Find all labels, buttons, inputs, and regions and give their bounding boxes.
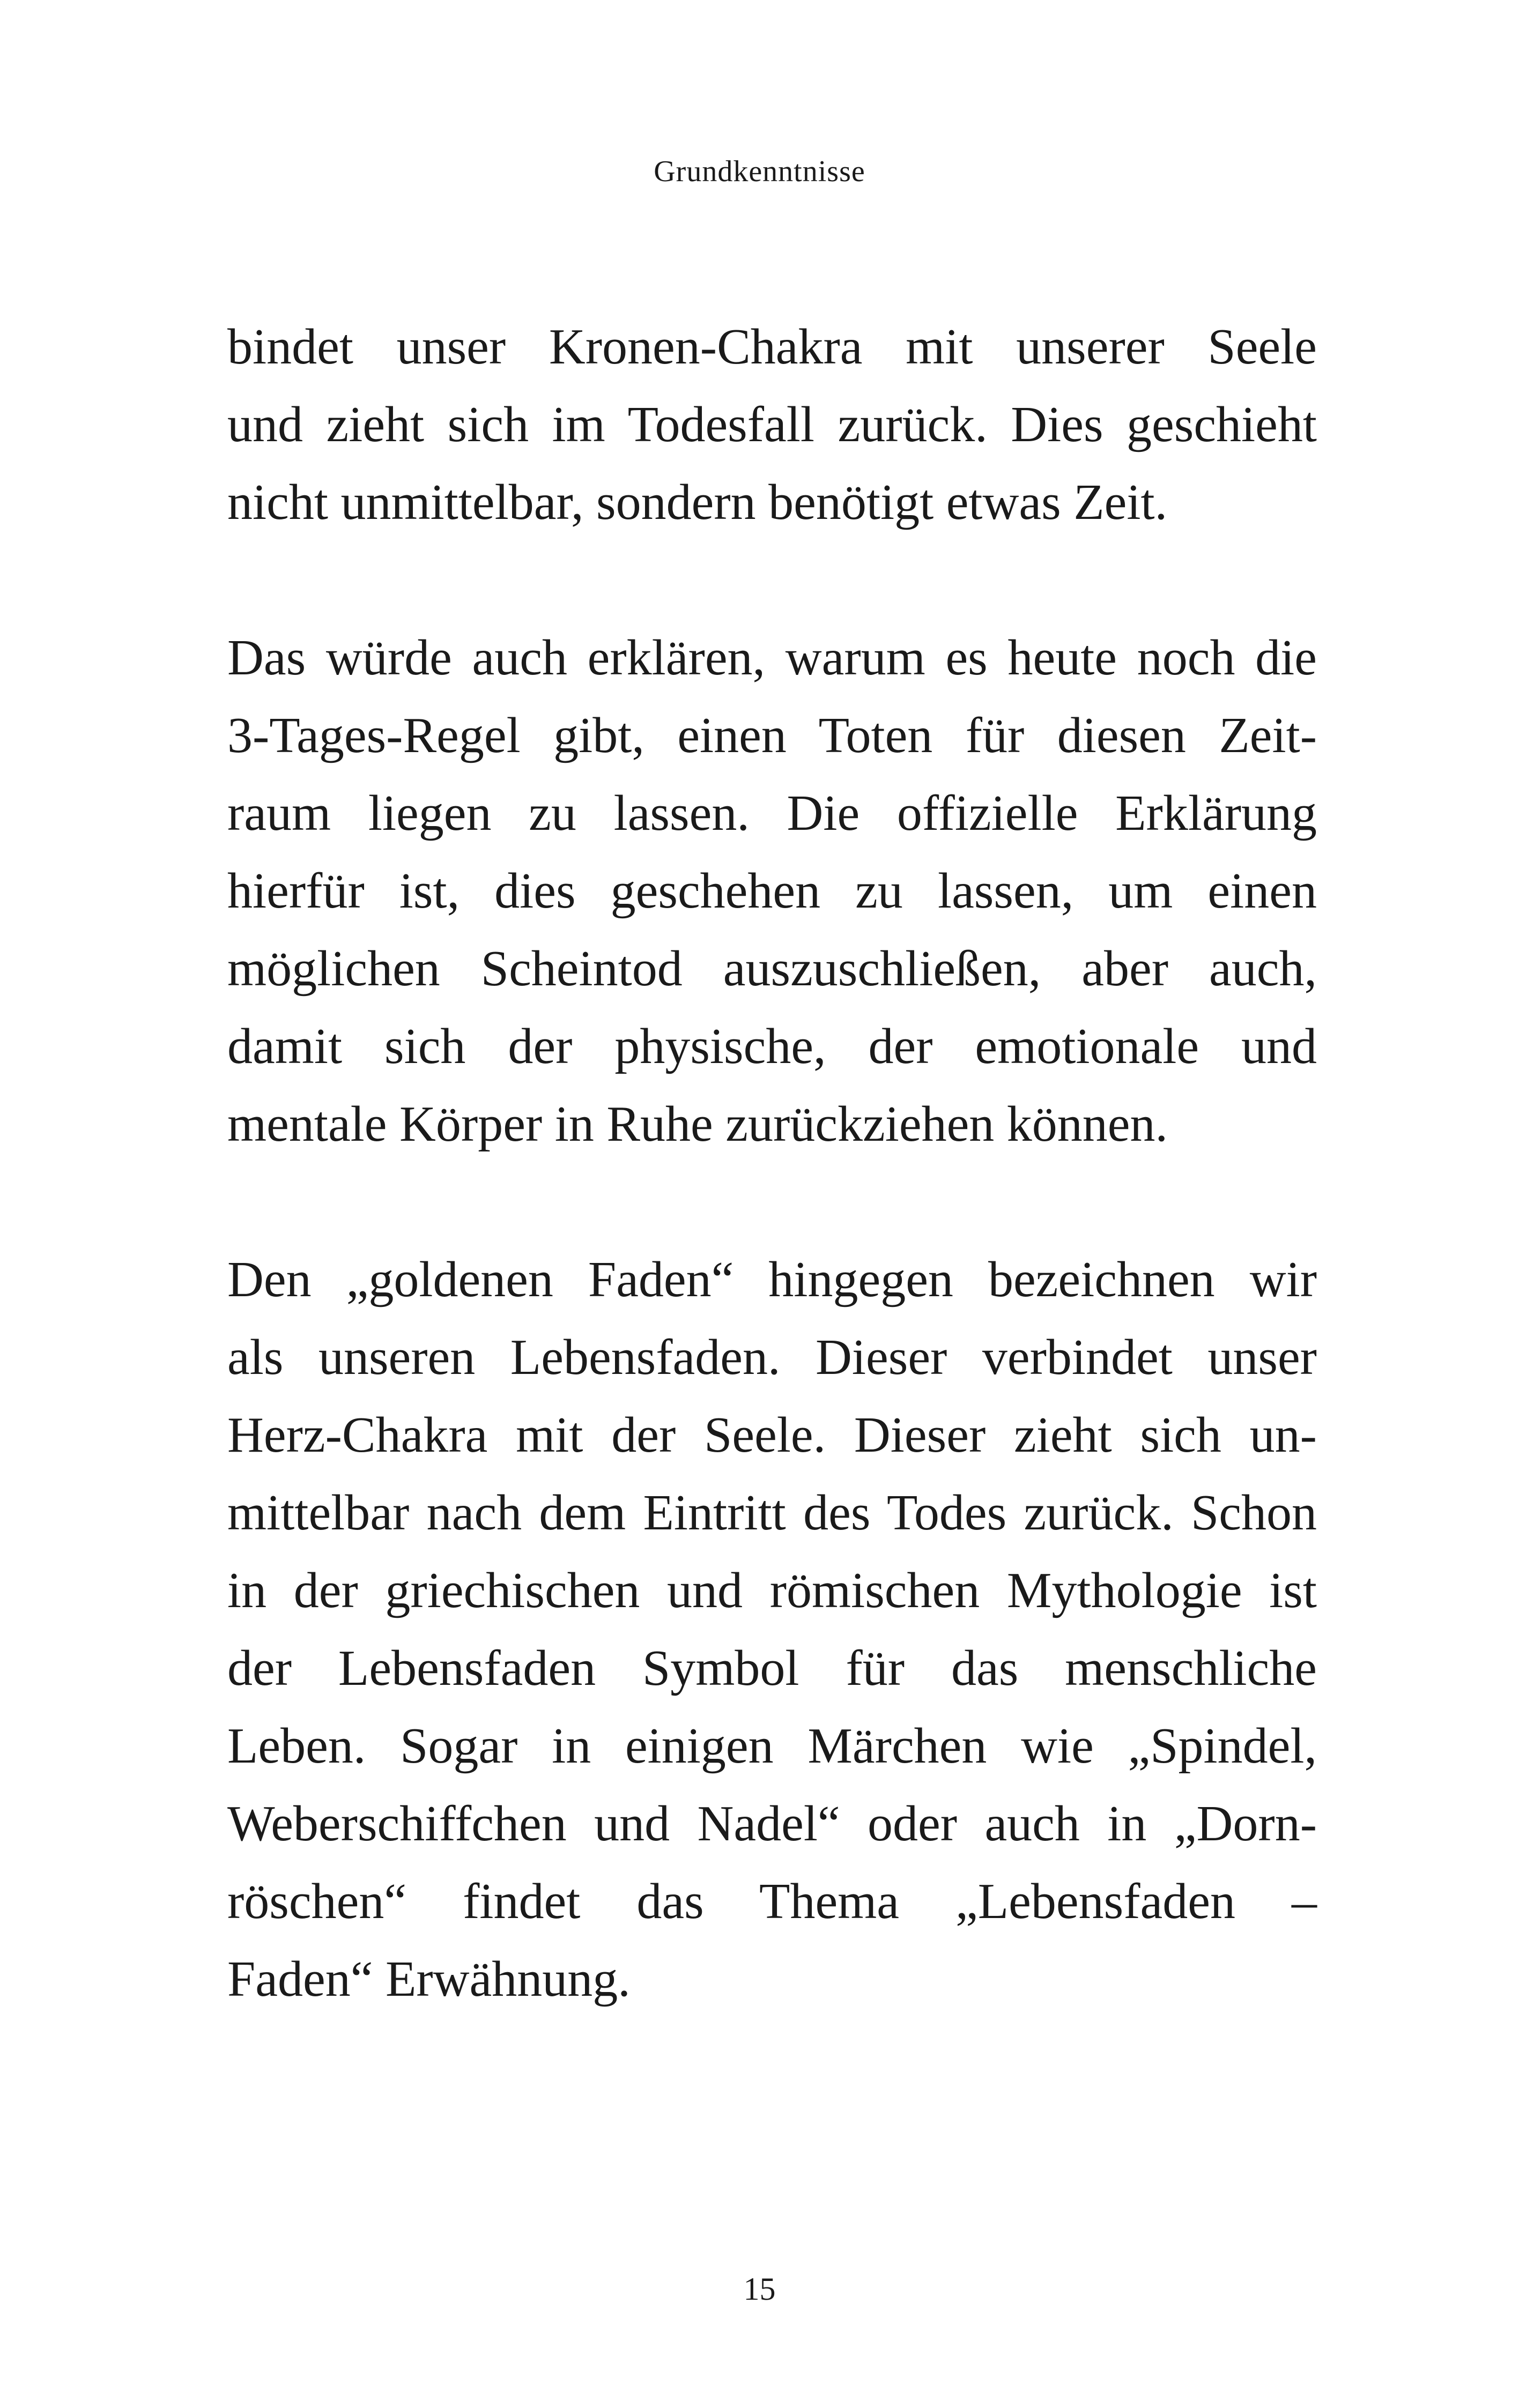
text-line: Herz-Chakra mit der Seele. Dieser zieht sich un- <box>227 1407 1317 1463</box>
text-line: raum liegen zu lassen. Die offizielle Erklärung <box>227 785 1317 841</box>
paragraph-spacer <box>227 541 1317 619</box>
text-line: Den „goldenen Faden“ hingegen bezeichnen wir <box>227 1252 1317 1307</box>
text-line: bindet unser Kronen-Chakra mit unserer Seele <box>227 319 1317 375</box>
text-line: damit sich der physische, der emotionale und <box>227 1019 1317 1074</box>
paragraph <box>227 308 1317 541</box>
text-line: 3-Tages-Regel gibt, einen Toten für diesen Zeit- <box>227 708 1317 763</box>
text-line: mittelbar nach dem Eintritt des Todes zurück. Schon <box>227 1485 1317 1541</box>
paragraph <box>227 1241 1317 2018</box>
text-line: als unseren Lebensfaden. Dieser verbindet unser <box>227 1329 1317 1385</box>
text-line: Leben. Sogar in einigen Märchen wie „Spindel, <box>227 1718 1317 1774</box>
body-text <box>227 308 1317 2018</box>
page-number: 15 <box>743 2271 776 2307</box>
text-line: möglichen Scheintod auszuschließen, aber auch, <box>227 941 1317 997</box>
text-line: der Lebensfaden Symbol für das menschliche <box>227 1640 1317 1696</box>
text-line: Faden“ Erwähnung. <box>227 1951 631 2007</box>
text-line: mentale Körper in Ruhe zurückziehen können. <box>227 1096 1168 1152</box>
text-line: und zieht sich im Todesfall zurück. Dies geschieht <box>227 397 1317 452</box>
paragraph <box>227 619 1317 1163</box>
text-line: röschen“ findet das Thema „Lebensfaden – <box>227 1874 1317 1929</box>
text-line: nicht unmittelbar, sondern benötigt etwas Zeit. <box>227 474 1168 530</box>
text-line: hierfür ist, dies geschehen zu lassen, um einen <box>227 863 1317 919</box>
text-line: in der griechischen und römischen Mythologie ist <box>227 1563 1317 1618</box>
text-line: Das würde auch erklären, warum es heute noch die <box>227 630 1317 686</box>
text-line: Weberschiffchen und Nadel“ oder auch in „Dorn- <box>227 1796 1317 1852</box>
paragraph-spacer <box>227 1163 1317 1241</box>
running-header: Grundkenntnisse <box>654 155 865 188</box>
